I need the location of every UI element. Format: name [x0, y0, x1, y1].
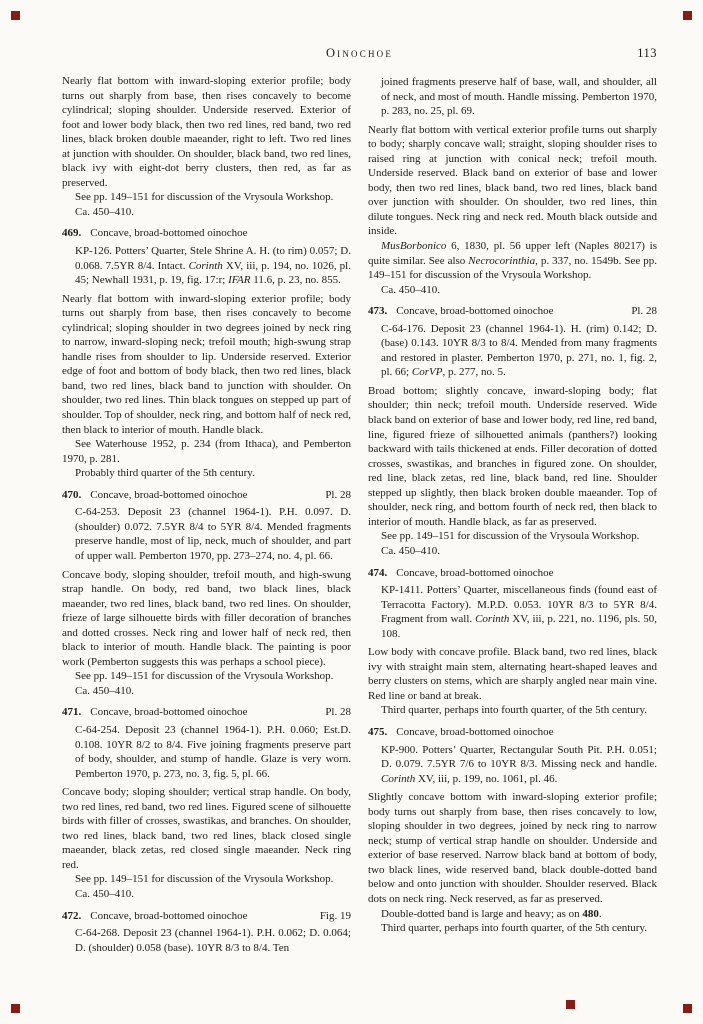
text-columns — [62, 74, 657, 959]
text-run: . — [598, 907, 602, 920]
plate-figure-ref: Fig. 19 — [319, 909, 351, 922]
text-run: Double-dotted band is large and heavy; as on — [381, 907, 583, 920]
note-paragraph: Ca. 450–410. — [75, 887, 134, 900]
italic-citation: Corinth — [475, 613, 510, 626]
text-run: , p. 277, no. 5. — [442, 366, 506, 379]
note-paragraph: See pp. 149–151 for discussion of the Vrysoula Workshop. — [75, 670, 334, 683]
plate-figure-ref: Pl. 28 — [325, 488, 351, 501]
entry-number: 470. — [62, 488, 82, 501]
scan-registration-mark — [566, 1000, 575, 1009]
text-run: KP-1411. Potters’ Quarter, miscellaneous finds (found east of Terracotta Factory). M.P.D. 0.053. 10YR 8/3 to 5YR 8/4. Fragment from wall. — [381, 584, 657, 626]
catalog-info: C-64-253. Deposit 23 (channel 1964-1). P.H. 0.097. D. (shoulder) 0.072. 7.5YR 8/4 to 5YR 8/4. Mended fragments preserve handle, most of lip, neck, much of shoulder, and part of upper wall. Pemberton 1970, pp. 273–274, no. 4, pl. 66. — [75, 506, 351, 562]
catalog-info — [381, 743, 657, 787]
entry-number: 474. — [368, 566, 388, 579]
entry-title: Concave, broad-bottomed oinochoe — [90, 227, 248, 240]
catalog-info — [75, 244, 351, 288]
catalog-info: C-64-254. Deposit 23 (channel 1964-1). P.H. 0.060; Est.D. 0.108. 10YR 8/2 to 8/4. Five joining fragments preserve part of body, shoulder, and stump of handle. Glaze is very worn. Pemberton 1970, p. 273, no. 3, fig. 5, pl. 66. — [75, 723, 351, 780]
entry-number: 472. — [62, 909, 82, 922]
italic-citation: Necrocorinthia — [468, 254, 536, 267]
note-paragraph: See pp. 149–151 for discussion of the Vrysoula Workshop. — [75, 191, 334, 204]
entry-title: Concave, broad-bottomed oinochoe — [396, 305, 554, 318]
italic-citation: MusBorbonico — [381, 240, 447, 253]
entry-heading — [368, 304, 657, 319]
body-paragraph: Nearly flat bottom with inward-sloping exterior profile; body turns out sharply from base, then rises concavely to become cylindrical; sloping shoulder. Underside reserved. Exterior of foot and lower body black, then two red lines, red band, two red lines, black broken double maeander, right to left. Two red lines at junction with shoulder. On shoulder, black band, two red lines, black ivy with eight-dot berry clusters, then red, as far as preserved. — [62, 75, 351, 189]
entry-title: Concave, broad-bottomed oinochoe — [90, 909, 248, 922]
bold-cross-reference: 480 — [582, 907, 599, 920]
text-run: KP-126. Potters’ Quarter, Stele Shrine A. H. (to rim) 0.057; D. 0.068. 7.5YR 8/4. Intact. — [75, 245, 351, 272]
entry-number: 475. — [368, 725, 388, 738]
entry-heading — [62, 488, 351, 503]
scan-registration-mark — [11, 1004, 20, 1013]
italic-citation: CorVP — [411, 366, 443, 379]
note-paragraph: See pp. 149–151 for discussion of the Vrysoula Workshop. — [75, 873, 334, 886]
body-paragraph: Broad bottom; slightly concave, inward-sloping body; flat shoulder; thin neck; trefoil mouth. Underside reserved. Wide black band on exterior of base and lower body, red line, red band, line, figured frieze of silhouetted animals (panthers?) looking backward with tails thickened at ends. Filler decoration of dotted crosses, swastikas, and branches in figured zone. On shoulder, red line, black zetas, red line, black band, red line. Shoulder stepped up slightly, then black broken double maeander. Top of shoulder, neck ring, and bottom fourth of neck red, then black to interior of mouth. Handle black, as far as preserved. — [368, 384, 657, 528]
note-paragraph: See pp. 149–151 for discussion of the Vrysoula Workshop. — [381, 530, 640, 543]
entry-heading — [62, 705, 351, 720]
note-paragraph: Third quarter, perhaps into fourth quarter, of the 5th century. — [381, 922, 647, 935]
right-column — [368, 74, 657, 959]
body-paragraph: Nearly flat bottom with inward-sloping exterior profile; body turns out sharply from base, then rises concavely to become cylindrical; sloping shoulder in two degrees joined by neck ring to narrow, inward-sloping neck; trefoil mouth; high-swung strap handle rises from shoulder to lip. Underside reserved. Exterior edge of foot and bottom of body black, then two red lines, black band, two red lines, black band to junction with shoulder. On shoulder, two red lines. Thin black tongues on stepped up part of shoulder. Top of shoulder, neck ring, and bottom half of neck red, then black to interior of mouth. Handle black. — [62, 292, 351, 436]
note-paragraph — [368, 239, 657, 283]
text-run: 6, 1830, pl. 56 upper left (Naples 80217) is quite similar. See also — [368, 240, 657, 267]
body-paragraph: Nearly flat bottom with vertical exterior profile turns out sharply to body; sharply concave wall; straight, sloping shoulder rises to raised ring at junction with conical neck; trefoil mouth. Underside reserved. Black band on exterior of base and lower body, then two red lines, black band, two red lines, black band over junction with shoulder. On shoulder, two red lines, thin dilute tongues. Neck ring and neck red. Mouth black outside and inside. — [368, 123, 657, 238]
scan-registration-mark — [683, 11, 692, 20]
page-number: 113 — [637, 46, 657, 60]
body-paragraph: Concave body, sloping shoulder, trefoil mouth, and high-swung strap handle. On body, red band, two black lines, black maeander, two red lines, black band, two red lines. On shoulder, frieze of large silhouette birds with filler decoration of branches and dotted crosses. Neck ring and lower half of neck red, then black to interior of mouth. Handle black. The painting is poor work (Pemberton suggests this was perhaps a school piece). — [62, 568, 351, 668]
italic-citation: IFAR — [228, 274, 251, 287]
scan-registration-mark — [11, 11, 20, 20]
entry-number: 473. — [368, 305, 388, 318]
entry-title: Concave, broad-bottomed oinochoe — [396, 566, 554, 579]
note-paragraph: Ca. 450–410. — [75, 684, 134, 697]
catalog-info: C-64-268. Deposit 23 (channel 1964-1). P.H. 0.062; D. 0.064; D. (shoulder) 0.058 (base). 10YR 8/3 to 8/4. Ten — [75, 927, 351, 954]
text-run: XV, iii, p. 199, no. 1061, pl. 46. — [415, 772, 558, 785]
text-run: XV, iii, p. 194, no. 1026, pl. 45; Newhall 1931, p. 19, fig. 17:r; — [75, 259, 351, 287]
entry-title: Concave, broad-bottomed oinochoe — [396, 725, 554, 738]
text-run: 11.6, p. 23, no. 855. — [250, 274, 341, 287]
plate-figure-ref: Pl. 28 — [325, 706, 351, 719]
entry-heading — [368, 566, 657, 581]
body-paragraph: Slightly concave bottom with inward-sloping exterior profile; body turns out sharply from base, then rises concavely to low, sloping shoulder in two degrees, joined by neck ring to narrow neck; stump of vertical strap handle on shoulder. Underside and exterior of base reserved. Narrow black band at bottom of body, two black lines, wide reserved band, black double-dotted band below and onto junction with shoulder. Shoulder reserved. Black dots on neck ring. Neck reserved, as far as preserved. — [368, 791, 657, 905]
entry-heading — [62, 226, 351, 241]
text-run: , p. 337, no. 1549b. See pp. 149–151 for discussion of the Vrysoula Workshop. — [368, 254, 657, 282]
note-paragraph: Ca. 450–410. — [381, 283, 440, 296]
note-paragraph: Ca. 450–410. — [75, 205, 134, 218]
entry-heading — [368, 725, 657, 740]
scan-registration-mark — [683, 1004, 692, 1013]
entry-title: Concave, broad-bottomed oinochoe — [90, 488, 248, 501]
entry-number: 471. — [62, 706, 82, 719]
running-head — [62, 46, 657, 62]
text-run: C-64-176. Deposit 23 (channel 1964-1). H. (rim) 0.142; D. (base) 0.143. 10YR 8/3 to 8/4. Mended from many fragments and restored in plaster. Pemberton 1970, p. 271, no. 1, fig. 2, pl. 66; — [381, 322, 657, 379]
text-run: KP-900. Potters’ Quarter, Rectangular South Pit. P.H. 0.051; D. 0.079. 7.5YR 7/6 to 10YR 8/3. Missing neck and handle. — [381, 743, 657, 771]
note-paragraph: Probably third quarter of the 5th century. — [75, 467, 255, 480]
plate-figure-ref: Pl. 28 — [631, 305, 657, 318]
note-paragraph: Ca. 450–410. — [381, 544, 440, 557]
entry-title: Concave, broad-bottomed oinochoe — [90, 706, 248, 719]
note-paragraph: See Waterhouse 1952, p. 234 (from Ithaca), and Pemberton 1970, p. 281. — [62, 438, 351, 465]
page-title: Oinochoe — [325, 46, 394, 60]
catalog-info — [381, 322, 657, 380]
text-run: XV, iii, p. 221, no. 1196, pls. 50, 108. — [381, 613, 657, 640]
entry-heading — [62, 909, 351, 924]
note-paragraph: Third quarter, perhaps into fourth quarter, of the 5th century. — [381, 704, 647, 717]
note-paragraph — [368, 907, 657, 922]
italic-citation: Corinth — [381, 772, 416, 785]
catalog-info: joined fragments preserve half of base, wall, and shoulder, all of neck, and most of mouth. Handle missing. Pemberton 1970, p. 283, no. 25, pl. 69. — [381, 76, 657, 118]
body-paragraph: Low body with concave profile. Black band, two red lines, black ivy with straight main stem, alternating heart-shaped leaves and berry clusters on stems, which are sharply angled near main vine. Red line or band at break. — [368, 646, 657, 702]
body-paragraph: Concave body; sloping shoulder; vertical strap handle. On body, two red lines, red band, two red lines. Figured scene of silhouette birds with filler of crosses, swastikas, and branches. On shoulder, two red lines, black band, two red lines, black closed single maeander, black zetas, red closed single maeander. Neck ring red. — [62, 786, 351, 871]
left-column — [62, 74, 351, 959]
catalog-info — [381, 583, 657, 641]
entry-number: 469. — [62, 227, 82, 240]
italic-citation: Corinth — [188, 259, 223, 272]
